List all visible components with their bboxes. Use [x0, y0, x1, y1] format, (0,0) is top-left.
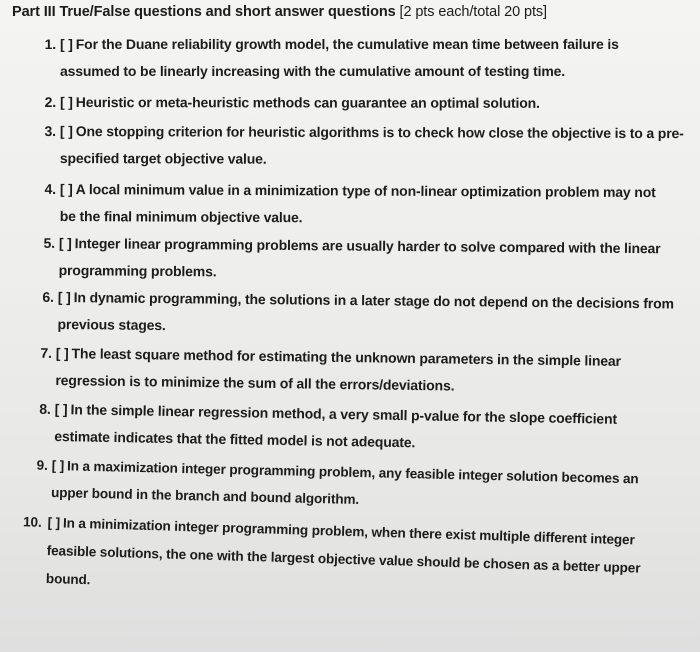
question-number: 4.: [44, 180, 56, 197]
question-text: bound.: [45, 570, 91, 588]
question-text: estimate indicates that the fitted model is not adequate.: [54, 427, 416, 451]
question-number: 6.: [42, 288, 54, 305]
question-text: A local minimum value in a minimization type of non-linear optimization problem may not: [75, 181, 656, 201]
question-7: [40, 340, 622, 402]
question-number: 1.: [44, 36, 56, 52]
question-number: 10.: [22, 514, 42, 530]
question-number: 5.: [43, 234, 55, 251]
question-5: [43, 230, 661, 289]
answer-bracket: [ ]: [60, 36, 73, 52]
question-text: be the final minimum objective value.: [59, 207, 303, 226]
question-text: One stopping criterion for heuristic algorithms is to check how close the objective is to a pre-: [75, 123, 684, 142]
question-text: specified target objective value.: [59, 149, 267, 167]
question-text: feasible solutions, the one with the largest objective value should be chosen as a better upper: [46, 542, 641, 576]
answer-bracket: [ ]: [57, 288, 71, 306]
answer-bracket: [ ]: [59, 93, 73, 111]
question-text: In a maximization integer programming problem, any feasible integer solution becomes an: [66, 458, 639, 487]
question-line: [60, 118, 684, 147]
section-heading: [12, 4, 547, 20]
section-heading-title: Part III True/False questions and short answer questions: [12, 4, 396, 20]
answer-bracket: [ ]: [59, 180, 73, 198]
question-line: [60, 176, 656, 206]
question-number: 8.: [39, 400, 51, 417]
question-9: [36, 452, 639, 519]
question-10: [22, 509, 642, 611]
question-text: regression is to minimize the sum of all the errors/deviations.: [55, 371, 455, 394]
question-text: previous stages.: [57, 315, 166, 334]
answer-bracket: [ ]: [51, 457, 65, 474]
question-number: 7.: [40, 344, 52, 361]
question-2: [44, 89, 540, 117]
question-number: 9.: [36, 457, 48, 473]
question-3: [44, 118, 684, 174]
question-number: 3.: [44, 122, 56, 139]
answer-bracket: [ ]: [47, 514, 61, 531]
question-text: upper bound in the branch and bound algorithm.: [50, 484, 360, 507]
question-text: For the Duane reliability growth model, the cumulative mean time between failure is: [75, 36, 619, 52]
question-line: [60, 89, 540, 117]
question-number: 2.: [44, 93, 56, 110]
answer-bracket: [ ]: [59, 122, 73, 140]
question-text: assumed to be linearly increasing with the cumulative amount of testing time.: [60, 63, 566, 79]
question-1: [44, 31, 619, 85]
question-text: In the simple linear regression method, a very small p-value for the slope coefficient: [70, 401, 618, 427]
question-4: [44, 176, 656, 233]
question-text: Heuristic or meta-heuristic methods can guarantee an optimal solution.: [75, 94, 540, 111]
section-heading-points: [2 pts each/total 20 pts]: [395, 4, 547, 20]
question-text: programming problems.: [58, 261, 217, 280]
question-line: [60, 31, 619, 58]
question-text: The least square method for estimating the unknown parameters in the simple linear: [71, 345, 622, 369]
question-6: [42, 284, 674, 344]
question-text: In dynamic programming, the solutions in a later stage do not depend on the decisions from: [73, 289, 674, 312]
question-text: Integer linear programming problems are usually harder to solve compared with the linear: [74, 235, 661, 257]
answer-bracket: [ ]: [58, 234, 72, 252]
answer-bracket: [ ]: [54, 400, 68, 418]
question-8: [39, 396, 618, 460]
question-text: In a minimization integer programming problem, when there exist multiple different integer: [62, 515, 635, 548]
answer-bracket: [ ]: [55, 344, 69, 362]
